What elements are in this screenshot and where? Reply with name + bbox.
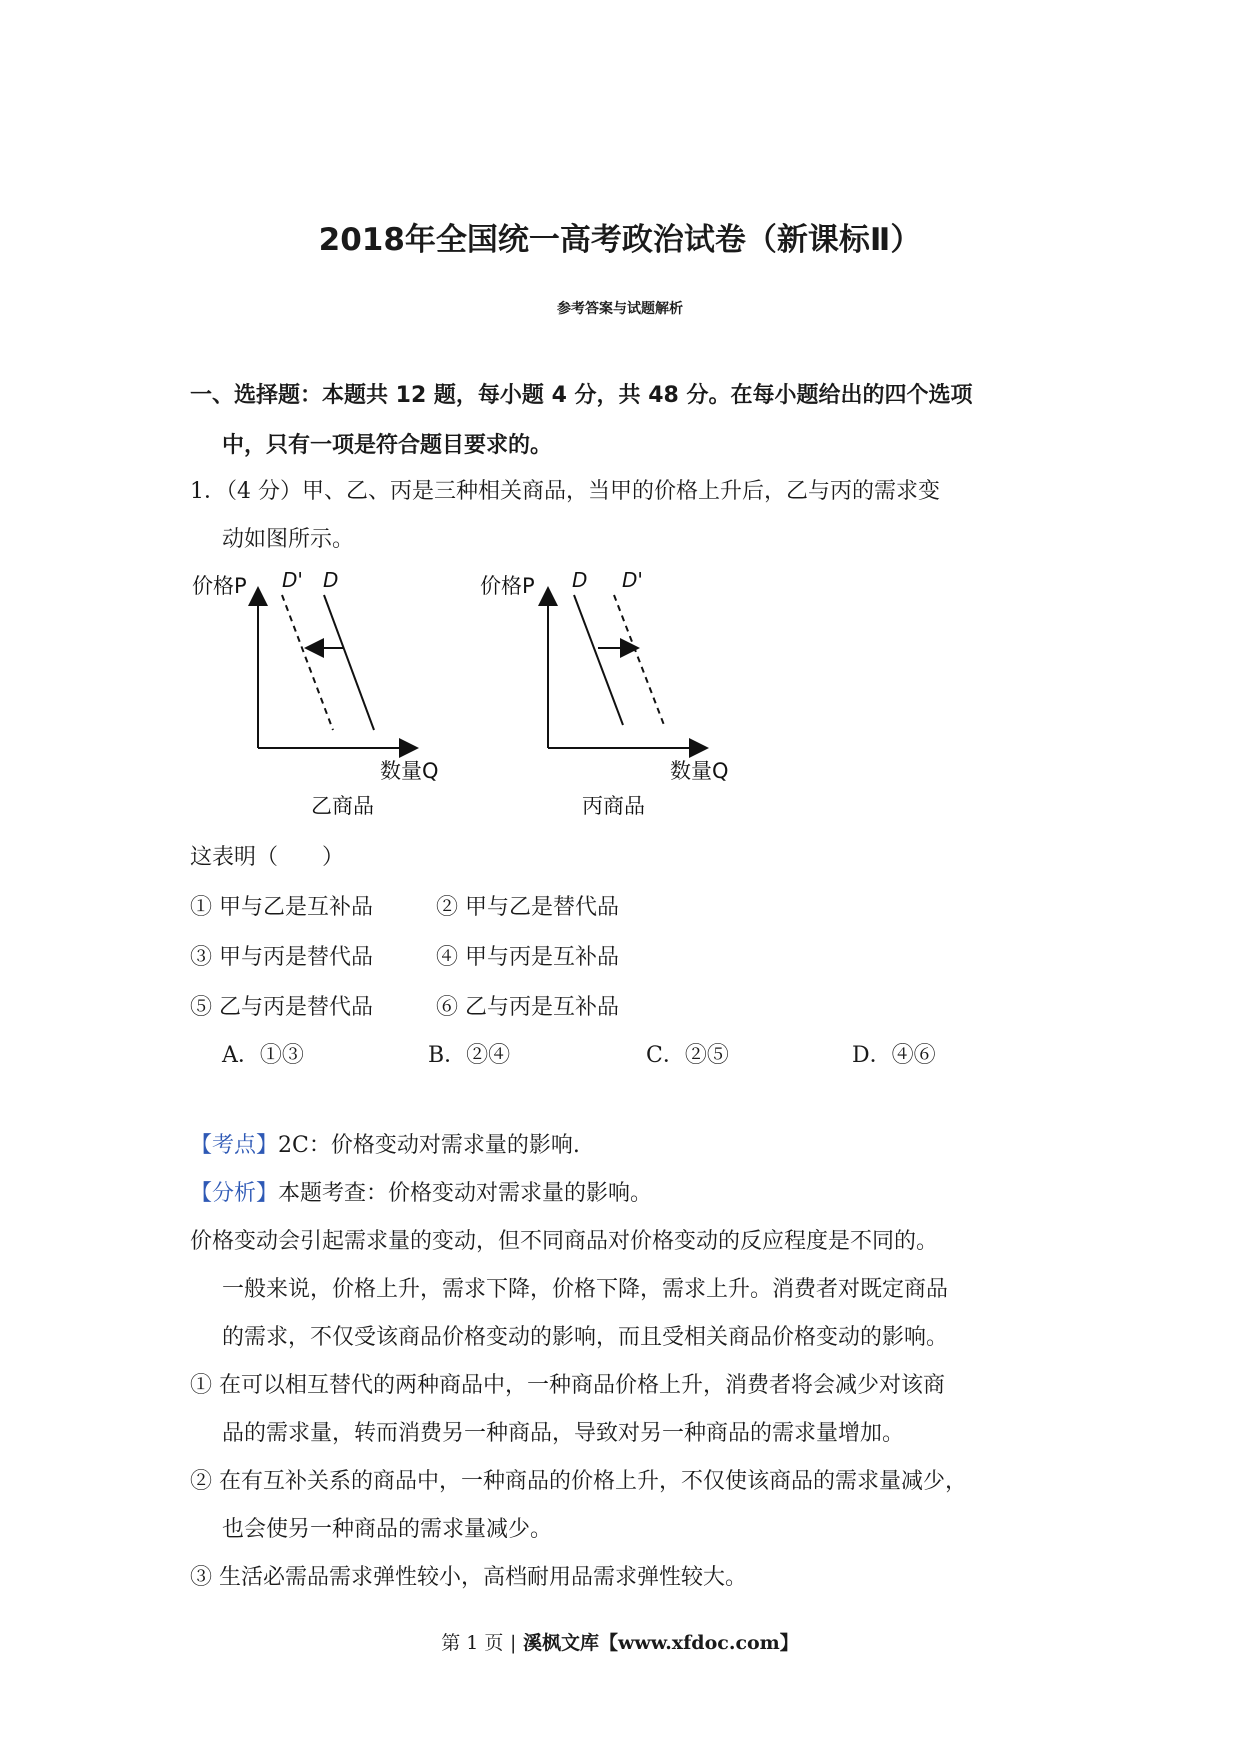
figure-bing-curve-dashed (614, 595, 664, 725)
figure-bing-y-label: 价格P (480, 574, 535, 598)
figure-yi (192, 568, 439, 818)
question-1-line2: 动如图所示。 (222, 527, 355, 552)
footer-separator: | (510, 1632, 517, 1654)
figure-yi-dprime-label: D' (282, 568, 303, 592)
figure-bing-curve-solid (574, 595, 623, 725)
figure-yi-x-label: 数量Q (380, 759, 439, 783)
fenxi-tag: 【分析】 (190, 1181, 279, 1206)
statement-6: ⑥ 乙与丙是互补品 (436, 995, 619, 1020)
page-title: 2018年全国统一高考政治试卷（新课标Ⅱ） (318, 222, 922, 258)
figure-yi-curve-solid (324, 595, 374, 730)
figure-yi-caption: 乙商品 (311, 794, 374, 818)
fenxi-text: 本题考查：价格变动对需求量的影响。 (278, 1181, 653, 1206)
fenxi-line (190, 1176, 652, 1207)
question-1-line1: 1．（4 分）甲、乙、丙是三种相关商品，当甲的价格上升后，乙与丙的需求变 (190, 479, 940, 504)
option-a: A．①③ (222, 1043, 304, 1068)
analysis-line-3: 的需求，不仅受该商品价格变动的影响，而且受相关商品价格变动的影响。 (222, 1325, 949, 1350)
footer-site: 溪枫文库【www.xfdoc.com】 (523, 1632, 799, 1654)
figure-bing-x-label: 数量Q (670, 759, 729, 783)
statement-5: ⑤ 乙与丙是替代品 (190, 995, 373, 1020)
figure-yi-d-label: D (323, 568, 339, 592)
analysis-line-5: 品的需求量，转而消费另一种商品，导致对另一种商品的需求量增加。 (222, 1421, 905, 1446)
analysis-line-7: 也会使另一种商品的需求量减少。 (222, 1517, 553, 1542)
statement-2: ② 甲与乙是替代品 (436, 895, 619, 920)
page-subtitle: 参考答案与试题解析 (557, 301, 683, 317)
footer-page-number: 第 1 页 (441, 1632, 504, 1654)
figure-bing (480, 568, 729, 818)
section-heading-line2: 中，只有一项是符合题目要求的。 (222, 433, 553, 458)
figure-bing-dprime-label: D' (622, 568, 643, 592)
figure-yi-y-label: 价格P (192, 574, 247, 598)
figure-yi-curve-dashed (282, 595, 333, 730)
option-c: C．②⑤ (646, 1043, 729, 1068)
analysis-line-6: ② 在有互补关系的商品中，一种商品的价格上升，不仅使该商品的需求量减少， (190, 1469, 967, 1494)
question-1-stem: 这表明（ ） (190, 845, 345, 870)
kaodian-line (190, 1128, 580, 1159)
analysis-line-2: 一般来说，价格上升，需求下降，价格下降，需求上升。消费者对既定商品 (222, 1277, 949, 1302)
analysis-line-4: ① 在可以相互替代的两种商品中，一种商品价格上升，消费者将会减少对该商 (190, 1373, 945, 1398)
kaodian-tag: 【考点】 (190, 1133, 279, 1158)
statement-3: ③ 甲与丙是替代品 (190, 945, 373, 970)
option-d: D．④⑥ (852, 1043, 936, 1068)
demand-shift-figures (190, 560, 750, 820)
page-footer (0, 1628, 1240, 1655)
figure-bing-caption: 丙商品 (582, 794, 645, 818)
statement-1: ① 甲与乙是互补品 (190, 895, 373, 920)
option-b: B．②④ (428, 1043, 511, 1068)
section-heading-line1: 一、选择题：本题共 12 题，每小题 4 分，共 48 分。在每小题给出的四个选项 (190, 383, 973, 408)
analysis-line-1: 价格变动会引起需求量的变动，但不同商品对价格变动的反应程度是不同的。 (190, 1229, 939, 1254)
analysis-line-8: ③ 生活必需品需求弹性较小，高档耐用品需求弹性较大。 (190, 1565, 747, 1590)
statement-4: ④ 甲与丙是互补品 (436, 945, 619, 970)
figure-bing-d-label: D (572, 568, 588, 592)
kaodian-text: 2C：价格变动对需求量的影响. (278, 1133, 580, 1158)
